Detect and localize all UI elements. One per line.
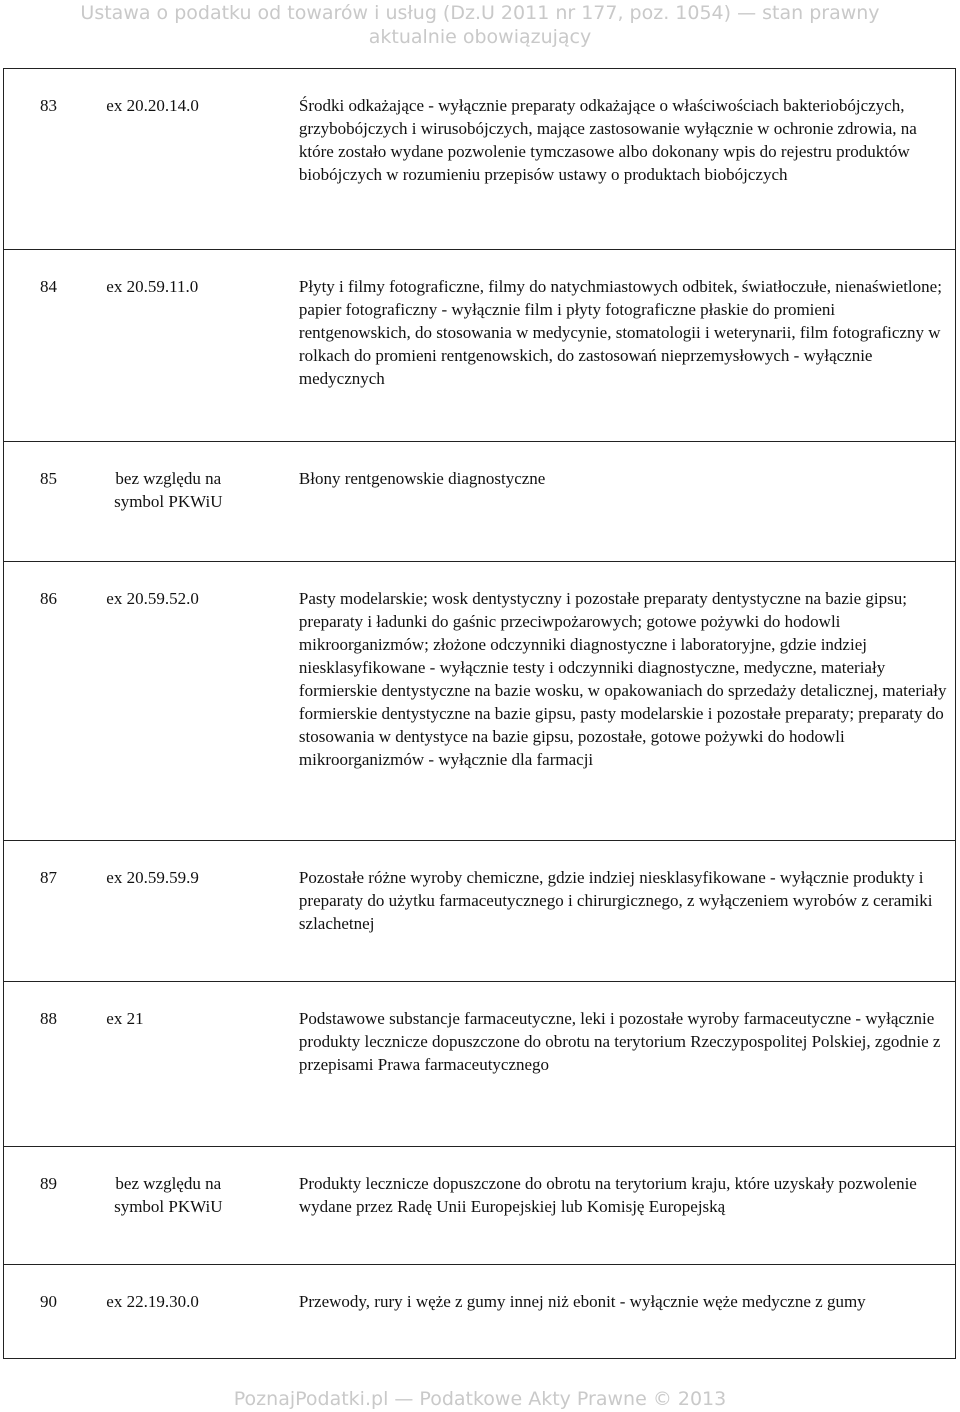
pkwiu-symbol-cell <box>98 442 293 562</box>
pkwiu-symbol: ex 21 <box>106 1009 144 1028</box>
goods-description-cell <box>293 562 956 841</box>
table-row <box>4 1265 956 1359</box>
table-row <box>4 562 956 841</box>
row-number-cell <box>4 1265 99 1359</box>
goods-description: Błony rentgenowskie diagnostyczne <box>298 469 546 488</box>
goods-description: Produkty lecznicze dopuszczone do obrotu na terytorium kraju, które uzyskały pozwolenie wydane przez Radę Unii Europejskiej lub Komisję Europejską <box>298 1174 917 1216</box>
pkwiu-symbol-cell <box>98 982 293 1147</box>
goods-description-cell <box>293 69 956 250</box>
row-number-cell <box>4 1147 99 1265</box>
row-number-cell <box>4 982 99 1147</box>
goods-description: Podstawowe substancje farmaceutyczne, leki i pozostałe wyroby farmaceutyczne - wyłącznie produkty lecznicze dopuszczone do obrotu na terytorium Rzeczypospolitej Polskiej, zgodnie z przepisami Prawa farmaceutycznego <box>298 1009 941 1074</box>
pkwiu-symbol-cell <box>98 841 293 982</box>
row-number-cell <box>4 562 99 841</box>
row-number: 88 <box>40 1009 57 1028</box>
pkwiu-symbol: bez względu na symbol PKWiU <box>114 1174 223 1216</box>
goods-description-cell <box>293 1147 956 1265</box>
pkwiu-symbol-cell <box>98 69 293 250</box>
pkwiu-symbol-cell <box>98 562 293 841</box>
goods-description-cell <box>293 841 956 982</box>
table-row <box>4 982 956 1147</box>
goods-description-cell <box>293 982 956 1147</box>
row-number-cell <box>4 442 99 562</box>
goods-description-cell <box>293 250 956 442</box>
row-number: 85 <box>40 469 57 488</box>
row-number: 87 <box>40 868 57 887</box>
goods-description: Pasty modelarskie; wosk dentystyczny i pozostałe preparaty dentystyczne na bazie gipsu; preparaty i ładunki do gaśnic przeciwpożarowych; gotowe pożywki do hodowli mikroorganizmów; złożone odczynniki diagnostyczne i laboratoryjne, gdzie indziej niesklasyfikowane - wyłącznie testy i odczynniki diagnostyczne, medyczne, materiały formierskie dentystyczne na bazie wosku, w opakowaniach do sprzedaży detalicznej, materiały formierskie dentystyczne na bazie gipsu, pasty modelarskie i pozostałe preparaty; preparaty do stosowania w dentystyce na bazie gipsu, pozostałe, gotowe pożywki do hodowli mikroorganizmów - wyłącznie dla farmacji <box>298 589 947 769</box>
goods-description-cell <box>293 442 956 562</box>
pkwiu-symbol: ex 22.19.30.0 <box>106 1292 199 1311</box>
table-row <box>4 841 956 982</box>
row-number: 86 <box>40 589 57 608</box>
pkwiu-symbol: ex 20.59.59.9 <box>106 868 199 887</box>
row-number-cell <box>4 250 99 442</box>
pkwiu-symbol: ex 20.59.11.0 <box>106 277 199 296</box>
pkwiu-symbol: ex 20.20.14.0 <box>106 96 199 115</box>
row-number-cell <box>4 841 99 982</box>
pkwiu-symbol: ex 20.59.52.0 <box>106 589 199 608</box>
row-number-cell <box>4 69 99 250</box>
table-row <box>4 250 956 442</box>
row-number: 89 <box>40 1174 57 1193</box>
row-number: 90 <box>40 1292 57 1311</box>
goods-description: Płyty i filmy fotograficzne, filmy do natychmiastowych odbitek, światłoczułe, nienaświetlone; papier fotograficzny - wyłącznie film i płyty fotograficzne płaskie do promieni rentgenowskich, do stosowania w medycynie, stomatologii i weterynarii, film fotograficzny w rolkach do promieni rentgenowskich, do zastosowań nieprzemysłowych - wyłącznie medycznych <box>298 277 942 388</box>
row-number: 83 <box>40 96 57 115</box>
goods-description: Pozostałe różne wyroby chemiczne, gdzie indziej niesklasyfikowane - wyłącznie produkty i preparaty do użytku farmaceutycznego i chirurgicznego, z wyłączeniem wyrobów z ceramiki szlachetnej <box>298 868 933 933</box>
page-footer: PoznajPodatki.pl — Podatkowe Akty Prawne © 2013 <box>233 1388 727 1410</box>
table-row <box>4 69 956 250</box>
header-status: aktualnie obowiązujący <box>368 26 592 48</box>
goods-description: Przewody, rury i węże z gumy innej niż ebonit - wyłącznie węże medyczne z gumy <box>298 1292 866 1311</box>
goods-description: Środki odkażające - wyłącznie preparaty odkażające o właściwościach bakteriobójczych, grzybobójczych i wirusobójczych, mające zastosowanie wyłącznie w ochronie zdrowia, na które zostało wydane pozwolenie tymczasowe albo dokonany wpis do rejestru produktów biobójczych w rozumieniu przepisów ustawy o produktach biobójczych <box>298 96 917 184</box>
table-row <box>4 1147 956 1265</box>
table-row <box>4 442 956 562</box>
pkwiu-symbol-cell <box>98 250 293 442</box>
tariff-table <box>3 68 956 1359</box>
row-number: 84 <box>40 277 57 296</box>
pkwiu-symbol: bez względu na symbol PKWiU <box>114 469 223 511</box>
pkwiu-symbol-cell <box>98 1147 293 1265</box>
pkwiu-symbol-cell <box>98 1265 293 1359</box>
header-title: Ustawa o podatku od towarów i usług (Dz.U 2011 nr 177, poz. 1054) — stan prawny <box>80 2 880 24</box>
goods-description-cell <box>293 1265 956 1359</box>
